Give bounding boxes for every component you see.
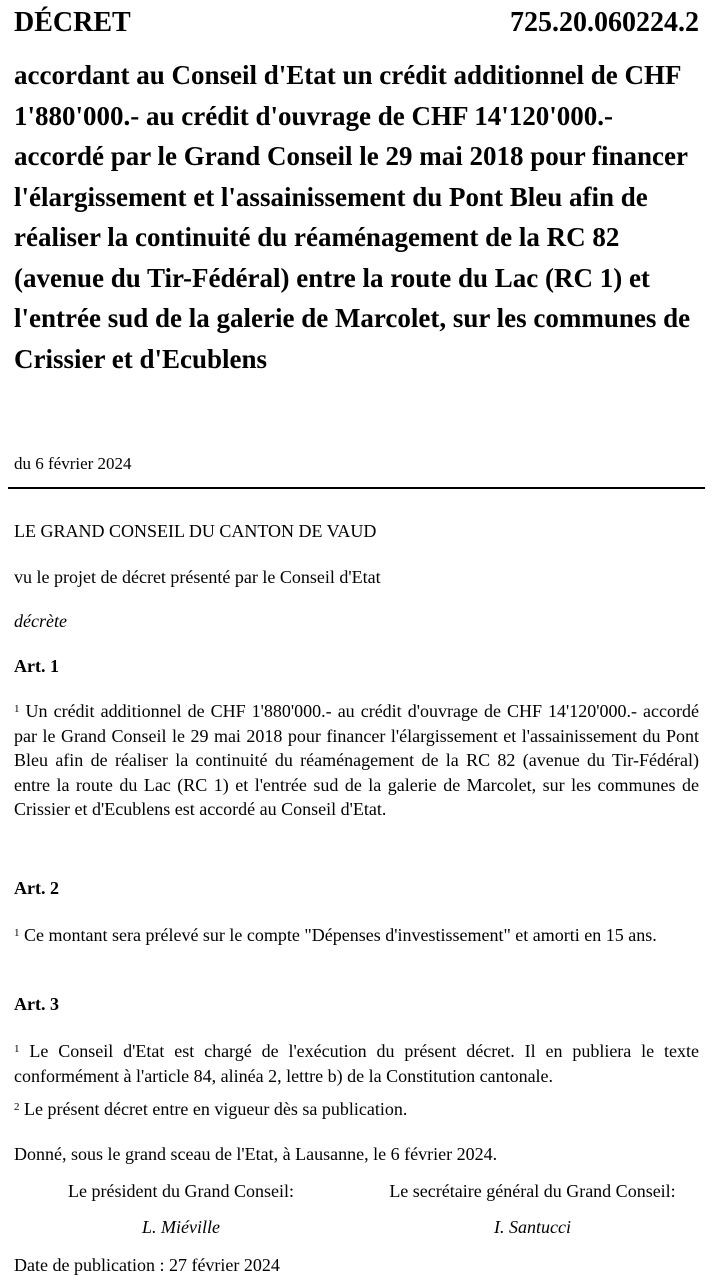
header-divider [8, 487, 705, 489]
article-3-paragraph-1 [14, 1039, 699, 1088]
paragraph-text: Un crédit additionnel de CHF 1'880'000.- au crédit d'ouvrage de CHF 14'120'000.- accordé par le Grand Conseil le 29 mai 2018 pour financer l'élargissement et l'assainissement du Pont Bleu afin de réaliser la continuité du réaménagement de la RC 82 (avenue du Tir-Fédéral) entre la route du Lac (RC 1) et l'entrée sud de la galerie de Marcolet, sur les communes de Crissier et d'Ecublens est accordé au Conseil d'Etat. [14, 701, 700, 819]
enacting-formula: décrète [14, 611, 67, 631]
decree-title: accordant au Conseil d'Etat un crédit additionnel de CHF 1'880'000.- au crédit d'ouvrage de CHF 14'120'000.- accordé par le Grand Conseil le 29 mai 2018 pour financer l'élargissement et l'assainissement du Pont Bleu afin de réaliser la continuité du réaménagement de la RC 82 (avenue du Tir-Fédéral) entre la route du Lac (RC 1) et l'entrée sud de la galerie de Marcolet, sur les communes de Crissier et d'Ecublens [14, 60, 691, 374]
preamble: vu le projet de décret présenté par le Conseil d'Etat [14, 567, 381, 587]
paragraph-text: Ce montant sera prélevé sur le compte "Dépenses d'investissement" et amorti en 15 ans. [24, 925, 657, 945]
document-header [14, 4, 699, 42]
document-type: DÉCRET [14, 7, 131, 38]
paragraph-text: Le présent décret entre en vigueur dès sa publication. [24, 1099, 408, 1119]
right-signatory-name: I. Santucci [494, 1217, 571, 1237]
article-1-paragraph-1 [14, 699, 699, 822]
article-2-heading: Art. 2 [14, 878, 59, 898]
article-3-paragraph-2 [14, 1097, 699, 1122]
left-signatory-role: Le président du Grand Conseil: [68, 1181, 294, 1201]
article-3-heading: Art. 3 [14, 994, 59, 1014]
document-reference: 725.20.060224.2 [510, 7, 699, 38]
paragraph-number: 2 [14, 1101, 20, 1113]
closing-formula: Donné, sous le grand sceau de l'Etat, à Lausanne, le 6 février 2024. [14, 1144, 498, 1164]
publication-date: Date de publication : 27 février 2024 [14, 1255, 280, 1275]
paragraph-number: 1 [14, 1043, 20, 1055]
left-signatory-name: L. Miéville [142, 1217, 220, 1237]
paragraph-number: 1 [14, 927, 20, 939]
decree-date: du 6 février 2024 [14, 454, 132, 473]
right-signatory-role: Le secrétaire général du Grand Conseil: [389, 1181, 676, 1201]
authority: LE GRAND CONSEIL DU CANTON DE VAUD [14, 521, 377, 541]
paragraph-number: 1 [14, 703, 20, 715]
article-1-heading: Art. 1 [14, 656, 59, 676]
article-2-paragraph-1 [14, 923, 699, 948]
paragraph-text: Le Conseil d'Etat est chargé de l'exécution du présent décret. Il en publiera le texte conformément à l'article 84, alinéa 2, lettre b) de la Constitution cantonale. [14, 1041, 700, 1086]
